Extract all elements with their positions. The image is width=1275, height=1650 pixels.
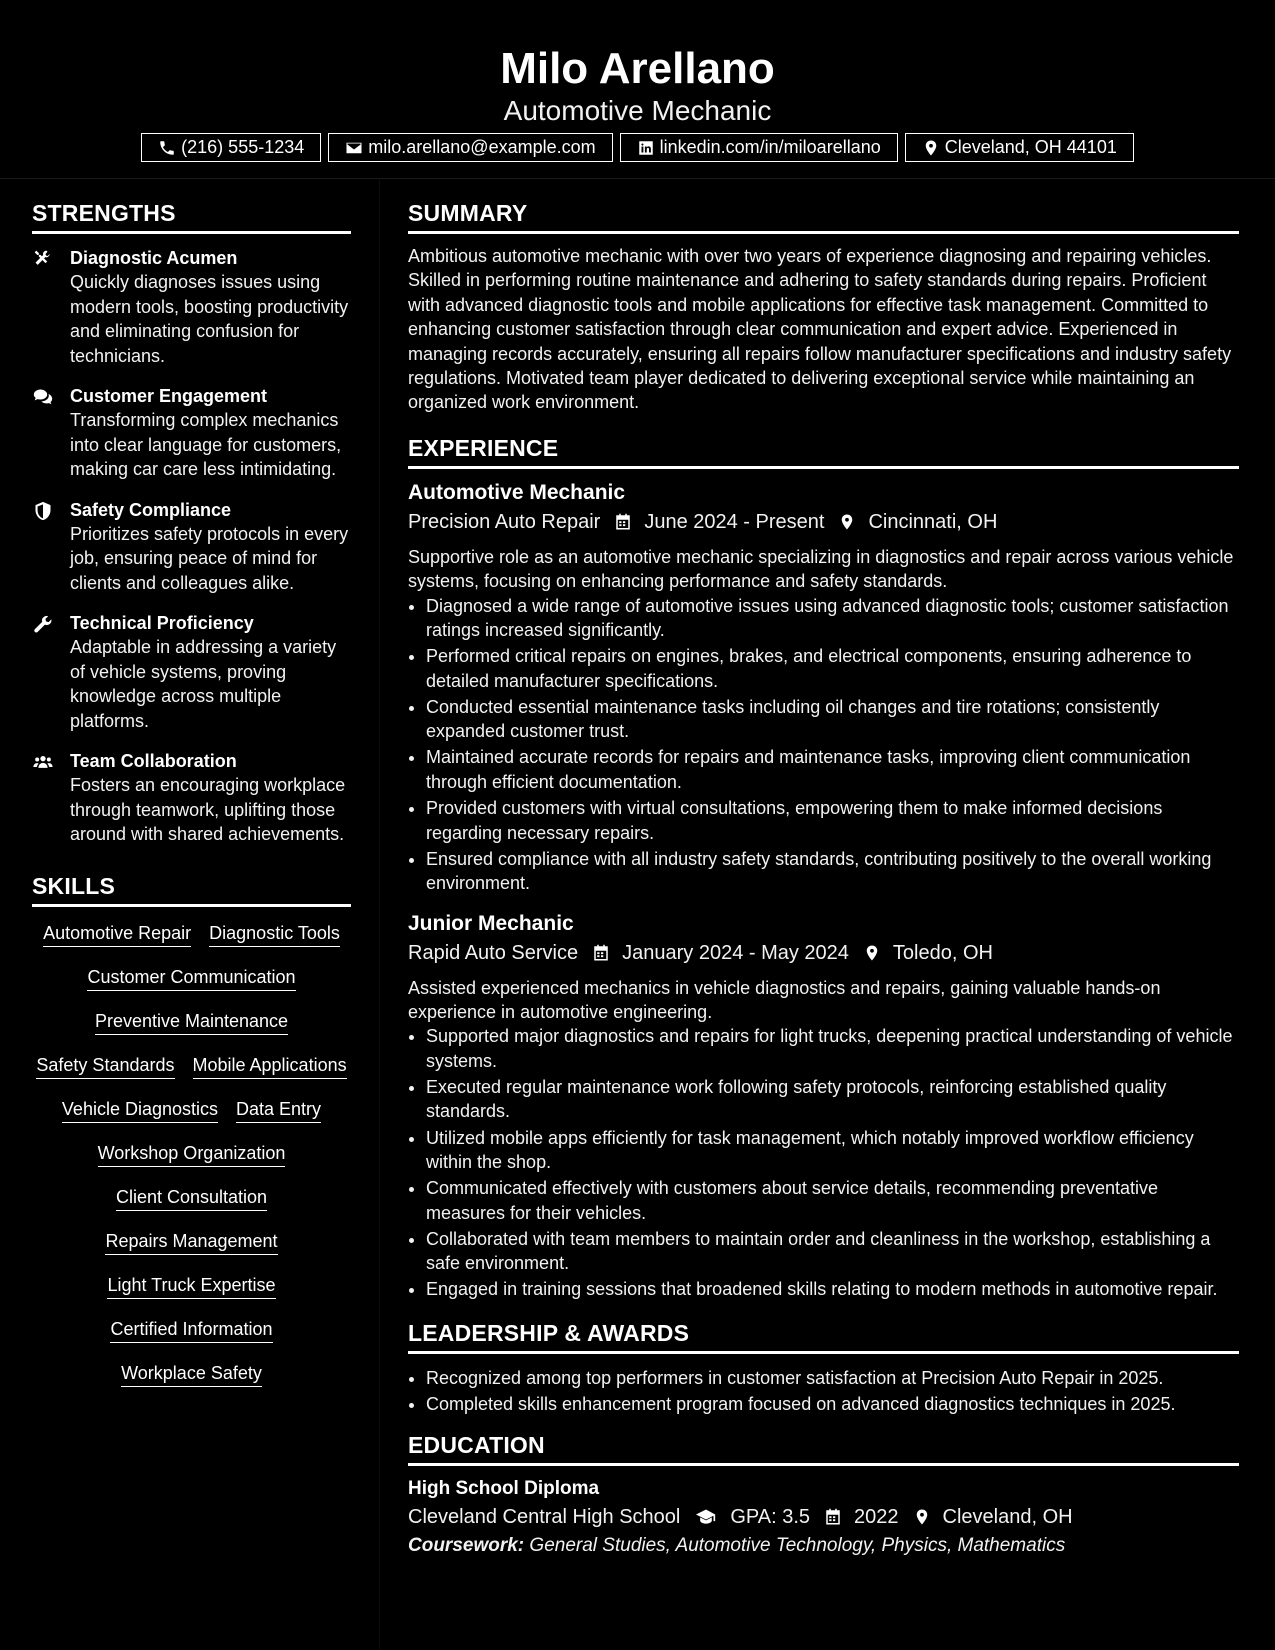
contact-email-text: milo.arellano@example.com	[368, 137, 596, 157]
candidate-name: Milo Arellano	[500, 44, 775, 93]
wrench-icon	[32, 614, 54, 634]
phone-icon	[158, 139, 176, 157]
summary-text: Ambitious automotive mechanic with over two years of experience diagnosing and repairing vehicles. Skilled in performing routine maintenance and adhering to safety standards during repairs. Proficient with advanced diagnostic tools and mobile applications for effective task management. Committed to enhancing customer satisfaction through clear communication and expert advice. Experienced in managing records accurately, ensuring all repairs follow manufacturer specifications and industry safety regulations. Motivated team player dedicated to delivering exceptional service while maintaining an organized work environment.	[408, 246, 1232, 413]
education-heading: EDUCATION	[408, 1430, 1239, 1466]
graduation-cap-icon	[694, 1507, 718, 1527]
list-item: • Conducted essential maintenance tasks including oil changes and tire rotations; consistently expanded customer trust.	[426, 695, 1239, 744]
list-item: • Maintained accurate records for repairs and maintenance tasks, improving client communication through efficient documentation.	[426, 745, 1239, 794]
job-entry	[408, 479, 1239, 896]
skill-tag: Mobile Applications	[193, 1053, 347, 1079]
job-dates: June 2024 - Present	[644, 510, 825, 533]
summary-heading: SUMMARY	[408, 198, 1239, 234]
strength-desc: Fosters an encouraging workplace through teamwork, uplifting those around with shared achievements.	[70, 775, 346, 844]
calendar-icon	[824, 1507, 842, 1527]
list-item: • Recognized among top performers in customer satisfaction at Precision Auto Repair in 2025.	[426, 1366, 1239, 1390]
awards-list	[408, 1366, 1239, 1417]
coursework-label: Coursework:	[408, 1535, 525, 1557]
contact-email[interactable]	[328, 133, 612, 162]
job-company: Rapid Auto Service	[408, 941, 579, 964]
strength-desc: Adaptable in addressing a variety of vehicle systems, proving knowledge across multiple platforms.	[70, 637, 337, 731]
skill-tag: Certified Information	[110, 1317, 272, 1343]
list-item: • Diagnosed a wide range of automotive issues using advanced diagnostic tools; customer satisfaction ratings increased significantly.	[426, 594, 1239, 643]
job-title: Automotive Mechanic	[408, 480, 626, 504]
skill-tag: Preventive Maintenance	[95, 1009, 288, 1035]
list-item: • Performed critical repairs on engines, brakes, and electrical components, ensuring adherence to detailed manufacturer specifications.	[426, 644, 1239, 693]
skills-heading: SKILLS	[32, 871, 351, 907]
list-item: • Engaged in training sessions that broadened skills relating to modern methods in automotive repair.	[426, 1277, 1239, 1301]
skill-tag: Client Consultation	[116, 1185, 267, 1211]
degree-title: High School Diploma	[408, 1478, 600, 1500]
calendar-icon	[592, 943, 610, 963]
map-pin-icon	[922, 139, 940, 157]
strength-title: Team Collaboration	[70, 751, 237, 771]
envelope-icon	[345, 139, 363, 157]
left-column	[32, 198, 351, 1387]
list-item: • Executed regular maintenance work following safety protocols, reinforcing established quality standards.	[426, 1075, 1239, 1124]
contact-bar	[0, 133, 1275, 162]
job-bullets	[408, 594, 1239, 896]
job-company: Precision Auto Repair	[408, 510, 601, 533]
coursework	[408, 1532, 1239, 1560]
skill-tag: Automotive Repair	[43, 921, 191, 947]
map-pin-icon	[863, 943, 881, 963]
strength-item	[32, 384, 351, 482]
contact-phone-text: (216) 555-1234	[181, 137, 305, 157]
strength-desc: Prioritizes safety protocols in every job, ensuring peace of mind for clients and colleagues alike.	[70, 523, 349, 593]
list-item: • Completed skills enhancement program focused on advanced diagnostics techniques in 2025.	[426, 1392, 1239, 1416]
job-dates: January 2024 - May 2024	[622, 941, 849, 964]
list-item: • Provided customers with virtual consultations, empowering them to make informed decisions regarding necessary repairs.	[426, 796, 1239, 845]
candidate-title: Automotive Mechanic	[503, 95, 772, 126]
gpa: GPA: 3.5	[730, 1506, 811, 1529]
awards-heading: LEADERSHIP & AWARDS	[408, 1318, 1239, 1354]
users-icon	[32, 752, 54, 772]
job-description: Supportive role as an automotive mechanic specializing in diagnostics and repair across various vehicle systems, focusing on enhancing performance and safety standards.	[408, 546, 1234, 592]
contact-linkedin[interactable]	[620, 133, 898, 162]
list-item: • Collaborated with team members to maintain order and cleanliness in the workshop, establishing a safe environment.	[426, 1227, 1239, 1276]
job-location: Cincinnati, OH	[868, 510, 998, 533]
list-item: • Ensured compliance with all industry safety standards, contributing positively to the overall working environment.	[426, 847, 1239, 896]
strength-desc: Transforming complex mechanics into clear language for customers, making car care less intimidating.	[70, 410, 342, 479]
shield-icon	[32, 501, 54, 521]
right-column	[408, 198, 1239, 1560]
skill-tag: Vehicle Diagnostics	[62, 1097, 218, 1123]
tools-icon	[32, 249, 54, 269]
school-location: Cleveland, OH	[942, 1506, 1073, 1529]
job-entry	[408, 910, 1239, 1302]
skills-list	[32, 921, 351, 1387]
map-pin-icon	[838, 512, 856, 532]
column-divider	[379, 180, 380, 1650]
strength-item	[32, 749, 351, 847]
strength-desc: Quickly diagnoses issues using modern tools, boosting productivity and eliminating confusion for technicians.	[70, 272, 349, 366]
school-name: Cleveland Central High School	[408, 1506, 681, 1529]
strength-item	[32, 611, 351, 733]
skill-tag: Customer Communication	[87, 965, 295, 991]
strengths-heading: STRENGTHS	[32, 198, 351, 234]
strength-item	[32, 246, 351, 368]
map-pin-icon	[913, 1507, 931, 1527]
job-location: Toledo, OH	[892, 941, 993, 964]
skill-tag: Safety Standards	[36, 1053, 174, 1079]
skill-tag: Workshop Organization	[98, 1141, 286, 1167]
list-item: • Communicated effectively with customers about service details, recommending preventative measures for their vehicles.	[426, 1176, 1239, 1225]
strength-title: Customer Engagement	[70, 386, 268, 406]
experience-heading: EXPERIENCE	[408, 433, 1239, 469]
job-meta	[408, 938, 1239, 968]
education-meta	[408, 1502, 1239, 1532]
contact-phone[interactable]	[141, 133, 321, 162]
skill-tag: Diagnostic Tools	[209, 921, 340, 947]
skill-tag: Light Truck Expertise	[107, 1273, 275, 1299]
graduation-year: 2022	[854, 1506, 899, 1529]
calendar-icon	[614, 512, 632, 532]
strength-title: Safety Compliance	[70, 499, 232, 520]
linkedin-icon	[637, 139, 655, 157]
contact-location-text: Cleveland, OH 44101	[944, 137, 1117, 157]
coursework-list: General Studies, Automotive Technology, Physics, Mathematics	[529, 1535, 1066, 1557]
strength-title: Technical Proficiency	[70, 613, 254, 633]
skill-tag: Workplace Safety	[121, 1361, 262, 1387]
list-item: • Supported major diagnostics and repairs for light trucks, deepening practical understanding of vehicle systems.	[426, 1024, 1239, 1073]
strength-title: Diagnostic Acumen	[70, 248, 238, 268]
skill-tag: Repairs Management	[105, 1229, 277, 1255]
skill-tag: Data Entry	[236, 1097, 321, 1123]
strength-item	[32, 498, 351, 596]
job-meta	[408, 507, 1239, 537]
contact-linkedin-text: linkedin.com/in/miloarellano	[659, 137, 881, 157]
job-title: Junior Mechanic	[408, 911, 574, 935]
resume-header	[0, 0, 1275, 179]
chat-icon	[32, 387, 54, 407]
job-description: Assisted experienced mechanics in vehicle diagnostics and repairs, gaining valuable hands-on experience in automotive engineering.	[408, 977, 1161, 1022]
list-item: • Utilized mobile apps efficiently for task management, which notably improved workflow efficiency within the shop.	[426, 1126, 1239, 1175]
contact-location[interactable]	[905, 133, 1134, 162]
job-bullets	[408, 1024, 1239, 1301]
